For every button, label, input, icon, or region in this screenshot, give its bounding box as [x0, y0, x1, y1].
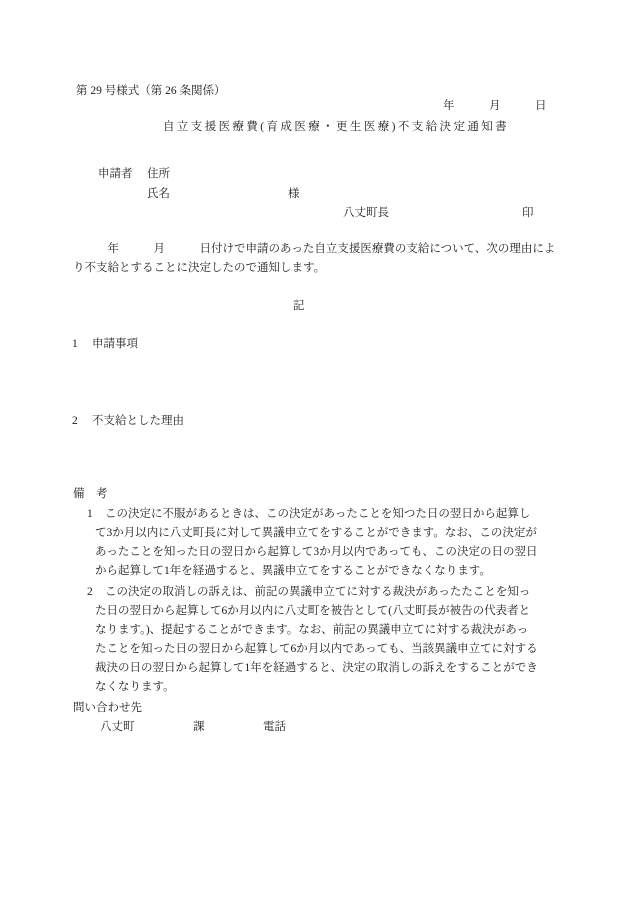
remarks-note-2-line-6: なくなります。	[95, 681, 175, 693]
honorific-sama: 様	[288, 188, 300, 200]
contact-phone-label: 電話	[263, 721, 286, 733]
issue-date-line: 年 月 日	[443, 100, 547, 112]
section-2-title: 不支給とした理由	[92, 415, 184, 427]
notice-body-line-2: り不支給とすることに決定したので通知します。	[73, 262, 326, 274]
remarks-note-1-line-4: から起算して1年を経過すると、異議申立てをすることができなくなります。	[95, 565, 491, 577]
remarks-note-2-line-1: この決定の取消しの訴えは、前記の異議申立てに対する裁決があったたことを知っ	[105, 586, 531, 598]
document-title: 自立支援医療費(育成医療・更生医療)不支給決定通知書	[163, 121, 510, 133]
remarks-heading: 備 考	[73, 488, 108, 500]
remarks-note-1-number: 1	[87, 508, 93, 520]
remarks-note-2-line-5: 裁決の日の翌日から起算して1年を経過すると、決定の取消しの訴えをすることができ	[95, 662, 538, 674]
section-2-number: 2	[72, 415, 78, 427]
contact-town-label: 八丈町	[100, 721, 135, 733]
contact-heading: 問い合わせ先	[73, 702, 142, 714]
remarks-note-2-number: 2	[87, 586, 93, 598]
remarks-note-1-line-3: あったことを知った日の翌日から起算して3か月以内であっても、この決定の日の翌日	[95, 546, 538, 558]
remarks-note-2-line-4: たことを知った日の翌日から起算して6か月以内であっても、当該異議申立てに対する	[95, 643, 538, 655]
remarks-note-1-line-1: この決定に不服があるときは、この決定があったことを知つた日の翌日から起算し	[105, 508, 531, 520]
section-1-title: 申請事項	[92, 338, 138, 350]
applicant-name-label: 氏名	[147, 188, 170, 200]
notice-body-line-1: 年 月 日付けで申請のあった自立支援医療費の支給について、次の理由によ	[73, 243, 556, 255]
remarks-note-2-line-2: た日の翌日から起算して6か月以内に八丈町を被告として(八丈町長が被告の代表者と	[95, 605, 531, 617]
seal-placeholder: 印	[522, 207, 534, 219]
remarks-note-1-line-2: て3か月以内に八丈町長に対して異議申立てをすることができます。なお、この決定が	[95, 527, 537, 539]
remarks-note-2-line-3: なります。)、提起することができます。なお、前記の異議申立てに対する裁決があっ	[95, 624, 529, 636]
record-marker: 記	[293, 300, 305, 312]
applicant-address-label: 住所	[147, 168, 170, 180]
applicant-label: 申請者	[98, 168, 133, 180]
form-number: 第 29 号様式（第 26 条関係）	[76, 85, 226, 97]
contact-department-label: 課	[193, 721, 205, 733]
mayor-signature: 八丈町長	[343, 207, 389, 219]
section-1-number: 1	[72, 338, 78, 350]
